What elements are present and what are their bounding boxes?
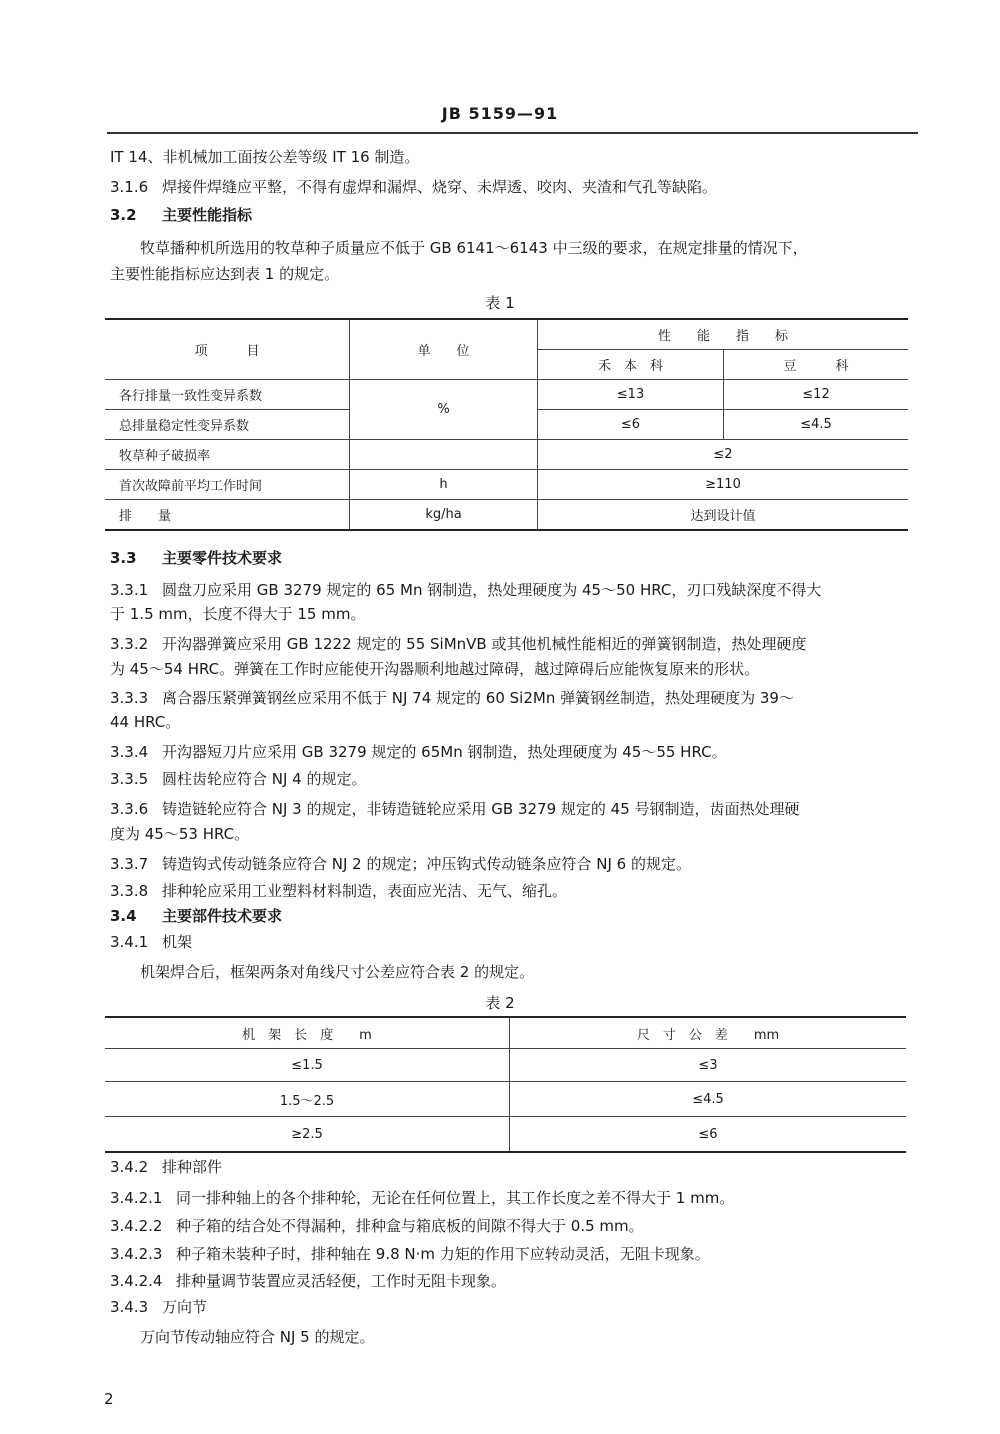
clause-3-3-7 bbox=[110, 854, 691, 874]
clause-3-4-3 bbox=[110, 1297, 207, 1317]
table1-cell-bean: ≤4.5 bbox=[724, 410, 909, 440]
section-number: 3.2 bbox=[110, 206, 137, 224]
paragraph-line: 机架焊合后，框架两条对角线尺寸公差应符合表 2 的规定。 bbox=[140, 963, 535, 981]
clause-number: 3.4.2.4 bbox=[110, 1272, 163, 1290]
table1-cell-grass: ≤6 bbox=[538, 410, 724, 440]
clause-3-3-2 bbox=[110, 634, 806, 654]
section-3-2-heading bbox=[110, 205, 252, 225]
clause-continuation: 于 1.5 mm，长度不得大于 15 mm。 bbox=[110, 605, 366, 623]
clause-text: 开沟器弹簧应采用 GB 1222 规定的 55 SiMnVB 或其他机械性能相近的弹簧钢制造，热处理硬度 bbox=[162, 635, 807, 653]
clause-text: 铸造钩式传动链条应符合 NJ 2 的规定；冲压钩式传动链条应符合 NJ 6 的规定。 bbox=[162, 855, 691, 873]
table1 bbox=[105, 318, 908, 531]
clause-number: 3.3.5 bbox=[110, 770, 149, 788]
clause-text: 种子箱的结合处不得漏种，排种盒与箱底板的间隙不得大于 0.5 mm。 bbox=[176, 1217, 644, 1235]
table1-cell-grass: ≤13 bbox=[538, 380, 724, 410]
section-title: 主要性能指标 bbox=[162, 206, 253, 224]
clause-number: 3.4.1 bbox=[110, 933, 149, 951]
clause-text: 焊接件焊缝应平整，不得有虚焊和漏焊、烧穿、未焊透、咬肉、夹渣和气孔等缺陷。 bbox=[162, 178, 718, 196]
clause-3-4-2-4 bbox=[110, 1271, 506, 1291]
clause-number: 3.4.2 bbox=[110, 1158, 149, 1176]
table1-header-grass: 禾 本 科 bbox=[538, 350, 724, 380]
clause-3-3-8 bbox=[110, 881, 567, 901]
table2-cell-tolerance: ≤4.5 bbox=[510, 1082, 907, 1117]
clause-text: 开沟器短刀片应采用 GB 3279 规定的 65Mn 钢制造，热处理硬度为 45～55 HRC。 bbox=[162, 743, 727, 761]
clause-number: 3.4.2.1 bbox=[110, 1189, 163, 1207]
clause-number: 3.3.2 bbox=[110, 635, 149, 653]
table2-cell-tolerance: ≤6 bbox=[510, 1117, 907, 1153]
clause-number: 3.3.6 bbox=[110, 800, 149, 818]
table1-cell-unit bbox=[350, 440, 538, 470]
table2-cell-length: ≤1.5 bbox=[105, 1049, 510, 1082]
section-3-4-heading bbox=[110, 906, 282, 926]
clause-number: 3.1.6 bbox=[110, 178, 149, 196]
paragraph-line: 主要性能指标应达到表 1 的规定。 bbox=[110, 265, 340, 283]
clause-text: 排种量调节装置应灵活轻便，工作时无阻卡现象。 bbox=[176, 1272, 507, 1290]
table1-cell-bean: ≤12 bbox=[724, 380, 909, 410]
table1-header-item: 项 目 bbox=[105, 319, 350, 380]
clause-number: 3.3.4 bbox=[110, 743, 149, 761]
table1-cell-item: 首次故障前平均工作时间 bbox=[105, 470, 350, 500]
paragraph-line: 牧草播种机所选用的牧草种子质量应不低于 GB 6141～6143 中三级的要求，在规定排量的情况下， bbox=[140, 239, 808, 257]
clause-3-3-5 bbox=[110, 769, 367, 789]
clause-3-4-2-1 bbox=[110, 1188, 734, 1208]
table2-cell-length: 1.5～2.5 bbox=[105, 1082, 510, 1117]
clause-text: 排种部件 bbox=[162, 1158, 223, 1176]
table1-cell-unit: h bbox=[350, 470, 538, 500]
table1-cell-merged: ≤2 bbox=[538, 440, 909, 470]
table1-cell-item: 各行排量一致性变异系数 bbox=[105, 380, 350, 410]
standard-number-header: JB 5159—91 bbox=[441, 104, 559, 123]
table1-cell-unit: % bbox=[350, 380, 538, 440]
table2-header-length: 机 架 长 度 m bbox=[105, 1017, 510, 1049]
clause-text: 同一排种轴上的各个排种轮，无论在任何位置上，其工作长度之差不得大于 1 mm。 bbox=[176, 1189, 735, 1207]
table1-header-bean: 豆 科 bbox=[724, 350, 909, 380]
table1-cell-item: 牧草种子破损率 bbox=[105, 440, 350, 470]
clause-3-3-6 bbox=[110, 799, 800, 819]
table1-header-unit: 单 位 bbox=[350, 319, 538, 380]
clause-number: 3.3.1 bbox=[110, 581, 149, 599]
clause-text: 圆盘刀应采用 GB 3279 规定的 65 Mn 钢制造，热处理硬度为 45～50 HRC，刃口残缺深度不得大 bbox=[162, 581, 822, 599]
clause-text: 排种轮应采用工业塑料材料制造，表面应光洁、无气、缩孔。 bbox=[162, 882, 568, 900]
clause-3-4-2-2 bbox=[110, 1216, 644, 1236]
text-line: IT 14、非机械加工面按公差等级 IT 16 制造。 bbox=[110, 148, 420, 166]
clause-text: 万向节 bbox=[162, 1298, 208, 1316]
clause-text: 圆柱齿轮应符合 NJ 4 的规定。 bbox=[162, 770, 367, 788]
clause-3-3-3 bbox=[110, 688, 794, 708]
clause-text: 离合器压紧弹簧钢丝应采用不低于 NJ 74 规定的 60 Si2Mn 弹簧钢丝制造，热处理硬度为 39～ bbox=[162, 689, 794, 707]
section-3-3-heading bbox=[110, 548, 282, 568]
section-title: 主要零件技术要求 bbox=[162, 549, 283, 567]
clause-number: 3.3.7 bbox=[110, 855, 149, 873]
table1-cell-item: 总排量稳定性变异系数 bbox=[105, 410, 350, 440]
clause-number: 3.4.2.2 bbox=[110, 1217, 163, 1235]
clause-3-4-2 bbox=[110, 1157, 222, 1177]
table1-header-performance: 性 能 指 标 bbox=[538, 319, 909, 350]
table1-caption: 表 1 bbox=[485, 294, 515, 312]
clause-number: 3.4.2.3 bbox=[110, 1245, 163, 1263]
clause-continuation: 为 45～54 HRC。弹簧在工作时应能使开沟器顺利地越过障碍，越过障碍后应能恢复原来的形状。 bbox=[110, 660, 760, 678]
page-number: 2 bbox=[104, 1390, 114, 1408]
clause-number: 3.3.8 bbox=[110, 882, 149, 900]
table1-cell-merged: ≥110 bbox=[538, 470, 909, 500]
section-title: 主要部件技术要求 bbox=[162, 907, 283, 925]
section-number: 3.3 bbox=[110, 549, 137, 567]
section-number: 3.4 bbox=[110, 907, 137, 925]
header-rule bbox=[107, 132, 918, 134]
clause-3-3-1 bbox=[110, 580, 821, 600]
table2-caption: 表 2 bbox=[485, 994, 515, 1012]
clause-continuation: 44 HRC。 bbox=[110, 713, 181, 731]
clause-3-4-2-3 bbox=[110, 1244, 710, 1264]
clause-3-4-1 bbox=[110, 932, 192, 952]
table2 bbox=[105, 1016, 906, 1153]
table2-cell-length: ≥2.5 bbox=[105, 1117, 510, 1153]
table2-header-tolerance: 尺 寸 公 差 mm bbox=[510, 1017, 907, 1049]
table2-cell-tolerance: ≤3 bbox=[510, 1049, 907, 1082]
table1-cell-unit: kg/ha bbox=[350, 500, 538, 531]
clause-continuation: 度为 45～53 HRC。 bbox=[110, 825, 250, 843]
table1-cell-item: 排 量 bbox=[105, 500, 350, 531]
clause-number: 3.3.3 bbox=[110, 689, 149, 707]
clause-text: 机架 bbox=[162, 933, 193, 951]
table1-cell-merged: 达到设计值 bbox=[538, 500, 909, 531]
clause-3-1-6 bbox=[110, 177, 717, 197]
clause-number: 3.4.3 bbox=[110, 1298, 149, 1316]
clause-text: 铸造链轮应符合 NJ 3 的规定，非铸造链轮应采用 GB 3279 规定的 45 号钢制造，齿面热处理硬 bbox=[162, 800, 800, 818]
clause-3-3-4 bbox=[110, 742, 727, 762]
paragraph-line: 万向节传动轴应符合 NJ 5 的规定。 bbox=[140, 1328, 375, 1346]
clause-text: 种子箱未装种子时，排种轴在 9.8 N·m 力矩的作用下应转动灵活，无阻卡现象。 bbox=[176, 1245, 710, 1263]
